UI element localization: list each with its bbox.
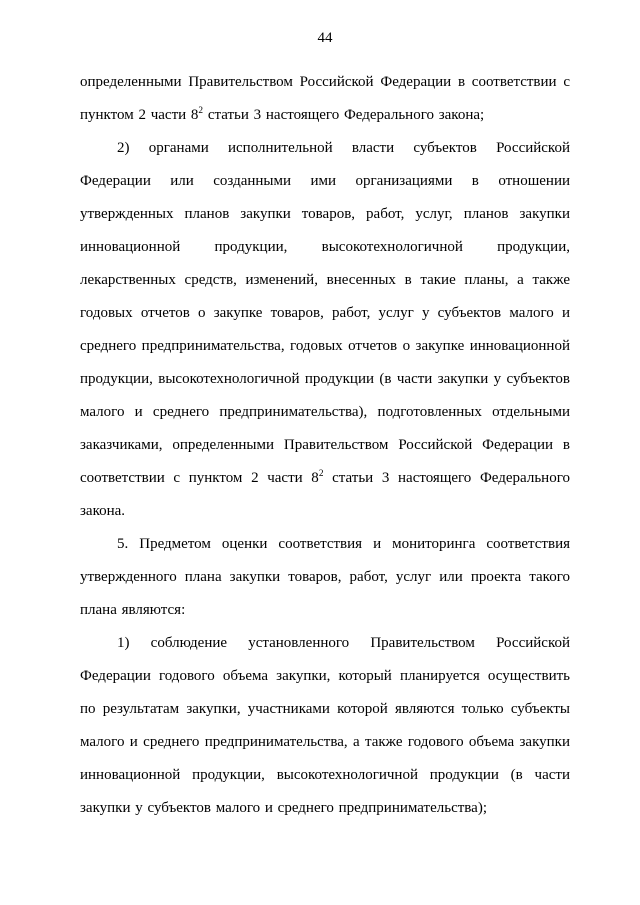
text-segment: статьи 3 настоящего Федерального закона; <box>203 107 485 123</box>
paragraph <box>80 132 570 528</box>
page-number: 44 <box>317 30 333 46</box>
superscript: 2 <box>318 469 324 479</box>
text-segment: определенными Правительством Российской Федерации в соответствии с пунктом 2 части 8 <box>80 74 570 123</box>
text-segment: 5. Предметом оценки соответствия и мониторинга соответствия утвержденного плана закупки товаров, работ, услуг или проекта такого плана являются: <box>80 536 570 618</box>
paragraph <box>80 66 570 132</box>
text-segment: статьи 3 настоящего Федерального закона. <box>80 470 570 519</box>
paragraph <box>80 528 570 627</box>
text-segment: 1) соблюдение установленного Правительством Российской Федерации годового объема закупки, который планируется осуществить по результатам закупки, участниками которой являются только субъекты малого и среднего предпринимательства, а также годового объема закупки инновационной продукции, высокотехнологичной продукции (в части закупки у субъектов малого и среднего предпринимательства); <box>80 635 570 816</box>
superscript: 2 <box>198 106 204 116</box>
paragraph <box>80 627 570 825</box>
text-segment: 2) органами исполнительной власти субъектов Российской Федерации или созданными ими организациями в отношении утвержденных планов закупки товаров, работ, услуг, планов закупки инновационной продукции, высокотехнологичной продукции, лекарственных средств, изменений, внесенных в такие планы, а также годовых отчетов о закупке товаров, работ, услуг у субъектов малого и среднего предпринимательства, годовых отчетов о закупке инновационной продукции, высокотехнологичной продукции (в части закупки у субъектов малого и среднего предпринимательства), подготовленных отдельными заказчиками, определенными Правительством Российской Федерации в соответствии с пунктом 2 части 8 <box>80 140 570 486</box>
document-body <box>80 66 570 825</box>
